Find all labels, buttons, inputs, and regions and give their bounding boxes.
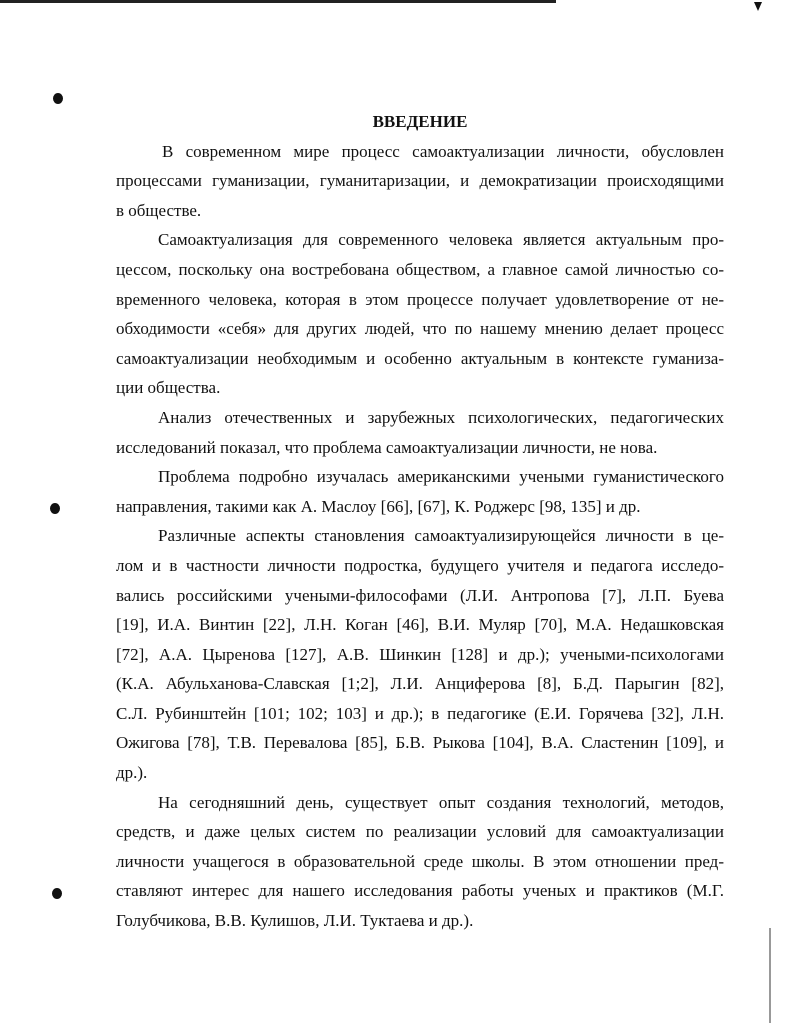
text-line: самоактуализации необходимым и особенно актуальным в контексте гуманиза-	[116, 348, 724, 368]
text-line: в обществе.	[116, 200, 202, 220]
text-line: На сегодняшний день, существует опыт создания технологий, методов,	[158, 792, 724, 812]
scan-right-edge-line	[769, 928, 771, 1023]
text-line: Голубчикова, В.В. Кулишов, Л.И. Туктаева и др.).	[116, 911, 474, 931]
binding-hole-mark	[53, 93, 63, 104]
document-page	[116, 107, 724, 936]
text-line: цессом, поскольку она востребована обществом, а главное самой личностью со-	[116, 259, 724, 279]
text-line: Проблема подробно изучалась американскими учеными гуманистического	[158, 467, 724, 487]
text-line: процессами гуманизации, гуманитаризации, и демократизации происходящими	[116, 171, 724, 191]
text-line: др.).	[116, 763, 148, 783]
text-line: Различные аспекты становления самоактуализирующейся личности в це-	[158, 526, 724, 546]
text-line: [72], А.А. Цыренова [127], А.В. Шинкин [128] и др.); учеными-психологами	[116, 644, 724, 664]
paragraph	[116, 462, 724, 521]
text-line: личности учащегося в образовательной среде школы. В этом отношении пред-	[116, 851, 724, 871]
text-line: направления, такими как А. Маслоу [66], [67], К. Роджерс [98, 135] и др.	[116, 496, 641, 516]
text-line: вались российскими учеными-философами (Л.И. Антропова [7], Л.П. Буева	[116, 585, 724, 605]
text-line: Ожигова [78], Т.В. Перевалова [85], Б.В. Рыкова [104], В.А. Сластенин [109], и	[116, 733, 724, 753]
binding-hole-mark	[52, 888, 62, 899]
text-line: исследований показал, что проблема самоактуализации личности, не нова.	[116, 437, 658, 457]
text-line: ставляют интерес для нашего исследования работы ученых и практиков (М.Г.	[116, 881, 724, 901]
text-line: обходимости «себя» для других людей, что по нашему мнению делает процесс	[116, 319, 724, 339]
text-line: С.Л. Рубинштейн [101; 102; 103] и др.); в педагогике (Е.И. Горячева [32], Л.Н.	[116, 703, 724, 723]
paragraph	[116, 521, 724, 787]
text-line: В современном мире процесс самоактуализации личности, обусловлен	[162, 141, 724, 161]
paragraph	[116, 403, 724, 462]
binding-hole-mark	[50, 503, 60, 514]
page-title: ВВЕДЕНИЕ	[372, 112, 468, 131]
text-line: Самоактуализация для современного человека является актуальным про-	[158, 230, 724, 250]
scan-top-edge-line	[0, 0, 556, 3]
paragraph	[116, 788, 724, 936]
text-line: Анализ отечественных и зарубежных психологических, педагогических	[158, 407, 724, 427]
text-line: временного человека, которая в этом процессе получает удовлетворение от не-	[116, 289, 724, 309]
text-line: ции общества.	[116, 378, 221, 398]
text-line: (К.А. Абульханова-Славская [1;2], Л.И. Анциферова [8], Б.Д. Парыгин [82],	[116, 674, 724, 694]
text-line: [19], И.А. Винтин [22], Л.Н. Коган [46], В.И. Муляр [70], М.А. Недашковская	[116, 615, 724, 635]
scan-corner-mark	[754, 2, 762, 11]
text-line: средств, и даже целых систем по реализации условий для самоактуализации	[116, 822, 724, 842]
paragraph	[116, 137, 724, 226]
paragraph	[116, 225, 724, 403]
text-line: лом и в частности личности подростка, будущего учителя и педагога исследо-	[116, 555, 724, 575]
